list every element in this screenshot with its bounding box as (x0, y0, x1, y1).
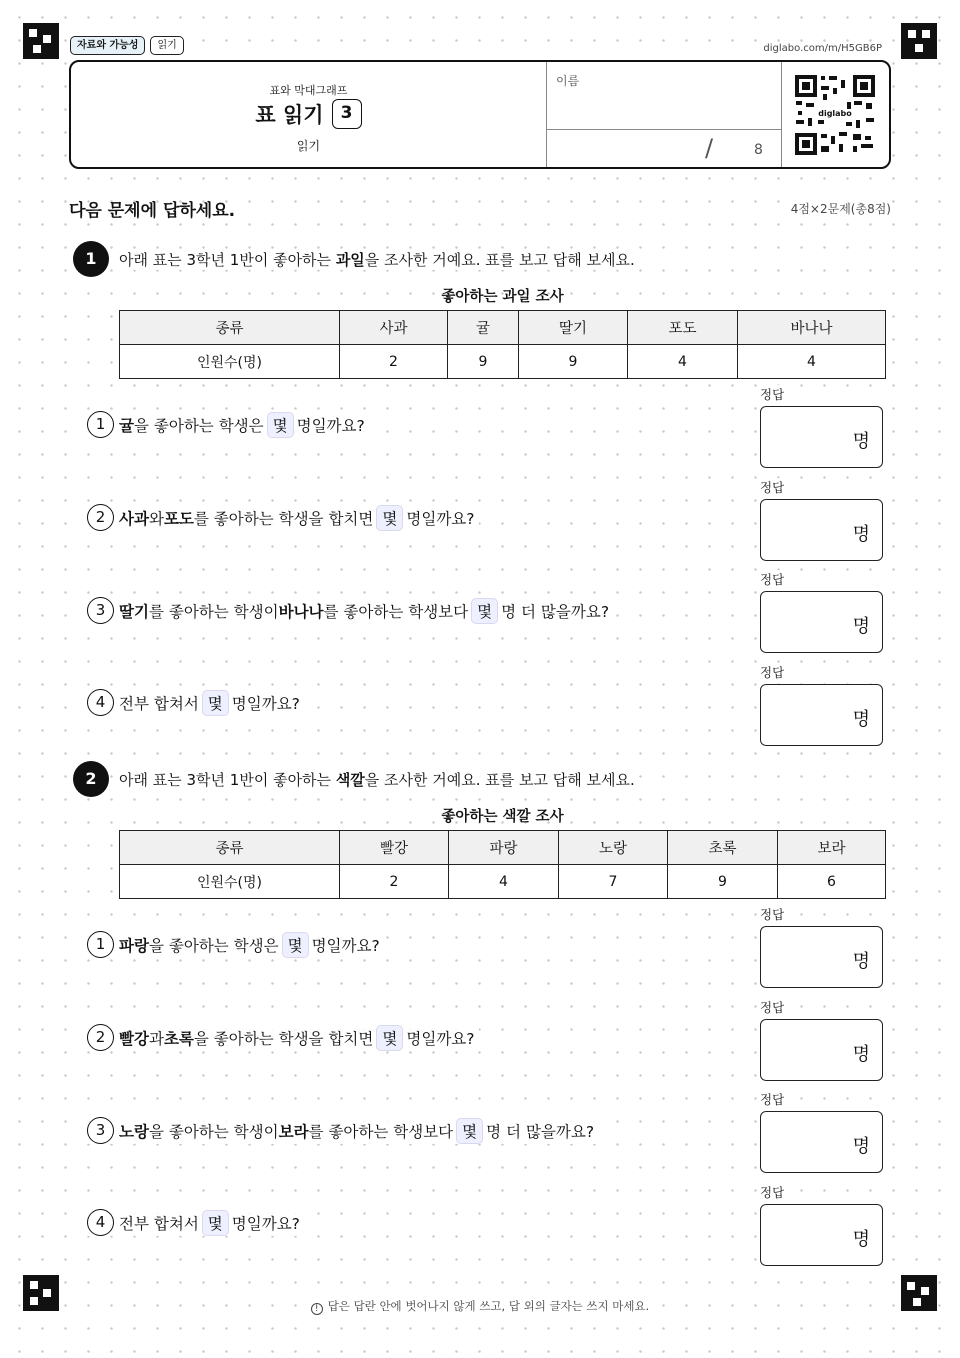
question-text: 을 좋아하는 학생을 합치면 (193, 1029, 374, 1048)
answer-unit: 명 (852, 1136, 870, 1157)
table-header-cell: 딸기 (519, 311, 628, 345)
question-text: 을 좋아하는 학생은 (148, 936, 279, 955)
question-text: 를 좋아하는 학생이 (148, 602, 279, 621)
table-header-cell: 사과 (340, 311, 448, 345)
question-keyword: 파랑 (119, 936, 149, 955)
table-cell: 7 (559, 865, 668, 899)
question-end: 명일까요? (231, 694, 300, 713)
info-icon: ! (311, 1303, 323, 1315)
name-field-label: 이름 (556, 74, 580, 88)
answer-label: 정답 (760, 480, 785, 495)
question-keyword: 노랑 (119, 1122, 149, 1141)
subject-label: 표와 막대그래프 (269, 84, 348, 97)
question (87, 1209, 304, 1236)
question (87, 931, 384, 958)
question-end: 명 더 많을까요? (486, 1122, 595, 1141)
question (87, 597, 613, 624)
qr-code-icon[interactable] (794, 74, 876, 156)
worksheet-header (69, 60, 891, 169)
table-cell: 9 (519, 345, 628, 379)
question-number: 3 (87, 597, 114, 624)
table-cell: 4 (628, 345, 738, 379)
question (87, 504, 479, 531)
question-keyword: 초록 (163, 1029, 194, 1048)
table-cell: 인원수(명) (120, 865, 340, 899)
answer-label: 정답 (760, 1092, 785, 1107)
question-number: 4 (87, 689, 114, 716)
answer-box[interactable] (760, 499, 883, 561)
table-title: 좋아하는 색깔 조사 (441, 809, 564, 825)
question-highlight: 몇 (282, 932, 309, 958)
tag-skill: 읽기 (150, 36, 183, 55)
table-header-cell: 보라 (778, 831, 886, 865)
prompt-keyword: 색깔 (335, 771, 365, 789)
answer-box[interactable] (760, 1204, 883, 1266)
table-cell: 4 (738, 345, 886, 379)
table-cell: 6 (778, 865, 886, 899)
category-tags (70, 36, 184, 55)
prompt-text: 아래 표는 3학년 1반이 좋아하는 (119, 251, 336, 269)
table-cell: 인원수(명) (120, 345, 340, 379)
qr-brand-text: diglabo (816, 109, 854, 118)
answer-unit: 명 (852, 524, 870, 545)
question-end: 명일까요? (231, 1214, 300, 1233)
question-highlight: 몇 (202, 1210, 229, 1236)
question-end: 명 더 많을까요? (501, 602, 610, 621)
data-table (119, 310, 886, 379)
corner-marker-top-left (23, 23, 59, 59)
table-header-cell: 빨강 (340, 831, 449, 865)
page-subtitle: 읽기 (296, 139, 321, 153)
answer-label: 정답 (760, 907, 785, 922)
problem-prompt (119, 249, 635, 270)
table-header-cell: 노랑 (559, 831, 668, 865)
question-text: 을 좋아하는 학생이 (148, 1122, 279, 1141)
question-keyword: 바나나 (278, 602, 324, 621)
question-keyword: 사과 (119, 509, 149, 528)
problem-prompt (119, 769, 635, 790)
question-keyword: 딸기 (119, 602, 149, 621)
question-end: 명일까요? (406, 1029, 475, 1048)
table-cell: 2 (340, 865, 449, 899)
question-number: 2 (87, 504, 114, 531)
divider (547, 129, 781, 130)
question-text: 를 좋아하는 학생을 합치면 (193, 509, 374, 528)
question-number: 1 (87, 411, 114, 438)
prompt-text: 을 조사한 거예요. 표를 보고 답해 보세요. (364, 251, 635, 269)
level-badge: 3 (332, 99, 362, 129)
prompt-text: 아래 표는 3학년 1반이 좋아하는 (119, 771, 336, 789)
question-highlight: 몇 (456, 1118, 483, 1144)
answer-box[interactable] (760, 926, 883, 988)
question-highlight: 몇 (202, 690, 229, 716)
question-end: 명일까요? (311, 936, 380, 955)
question-keyword: 귤 (119, 416, 134, 435)
header-title-area (71, 62, 546, 167)
problem-number: 2 (73, 761, 109, 797)
answer-unit: 명 (852, 1044, 870, 1065)
answer-box[interactable] (760, 591, 883, 653)
question-highlight: 몇 (471, 598, 498, 624)
question-number: 4 (87, 1209, 114, 1236)
question-text: 전부 합쳐서 (119, 694, 199, 713)
question-keyword: 포도 (163, 509, 194, 528)
question-number: 2 (87, 1024, 114, 1051)
prompt-keyword: 과일 (335, 251, 365, 269)
question-highlight: 몇 (376, 1025, 403, 1051)
answer-unit: 명 (852, 709, 870, 730)
worksheet-url[interactable]: diglabo.com/m/H5GB6P (763, 43, 882, 54)
answer-unit: 명 (852, 1229, 870, 1250)
question-text: 을 좋아하는 학생은 (133, 416, 264, 435)
table-cell: 9 (448, 345, 519, 379)
answer-label: 정답 (760, 1000, 785, 1015)
question-highlight: 몇 (376, 505, 403, 531)
question (87, 1117, 598, 1144)
title-row (71, 99, 546, 129)
question-text: 를 좋아하는 학생보다 (308, 1122, 454, 1141)
prompt-text: 을 조사한 거예요. 표를 보고 답해 보세요. (364, 771, 635, 789)
table-header-cell: 종류 (120, 311, 340, 345)
question-text: 과 (148, 1029, 164, 1048)
table-header-cell: 파랑 (449, 831, 559, 865)
answer-box[interactable] (760, 684, 883, 746)
answer-label: 정답 (760, 665, 785, 680)
footer-text: 답은 답란 안에 벗어나지 않게 쓰고, 답 외의 글자는 쓰지 마세요. (327, 1299, 650, 1313)
question-text: 와 (148, 509, 164, 528)
score-slash: / (705, 134, 714, 162)
table-cell: 4 (449, 865, 559, 899)
question-number: 1 (87, 931, 114, 958)
name-score-area (546, 62, 782, 167)
table-header-cell: 포도 (628, 311, 738, 345)
table-header-cell: 종류 (120, 831, 340, 865)
table-header-cell: 귤 (448, 311, 519, 345)
answer-label: 정답 (760, 572, 785, 587)
answer-unit: 명 (852, 616, 870, 637)
question-keyword: 보라 (278, 1122, 309, 1141)
answer-label: 정답 (760, 387, 785, 402)
answer-box[interactable] (760, 1111, 883, 1173)
question-keyword: 빨강 (119, 1029, 149, 1048)
answer-unit: 명 (852, 951, 870, 972)
answer-unit: 명 (852, 431, 870, 452)
table-header-cell: 초록 (668, 831, 778, 865)
page-title: 표 읽기 (255, 103, 324, 127)
question-number: 3 (87, 1117, 114, 1144)
question-highlight: 몇 (267, 412, 294, 438)
table-title: 좋아하는 과일 조사 (441, 289, 564, 305)
question-end: 명일까요? (406, 509, 475, 528)
answer-box[interactable] (760, 406, 883, 468)
question-text: 전부 합쳐서 (119, 1214, 199, 1233)
tag-category: 자료와 가능성 (70, 36, 145, 55)
problem-number: 1 (73, 241, 109, 277)
answer-box[interactable] (760, 1019, 883, 1081)
instruction: 다음 문제에 답하세요. (69, 201, 236, 221)
table-cell: 9 (668, 865, 778, 899)
question-text: 를 좋아하는 학생보다 (323, 602, 469, 621)
question-end: 명일까요? (296, 416, 365, 435)
table-cell: 2 (340, 345, 448, 379)
question (87, 411, 369, 438)
points-info: 4점×2문제(총8점) (790, 202, 891, 216)
table-header-cell: 바나나 (738, 311, 886, 345)
data-table (119, 830, 886, 899)
footer-note (0, 1298, 960, 1315)
question (87, 689, 304, 716)
answer-label: 정답 (760, 1185, 785, 1200)
score-total: 8 (754, 142, 763, 158)
corner-marker-top-right (901, 23, 937, 59)
question (87, 1024, 479, 1051)
